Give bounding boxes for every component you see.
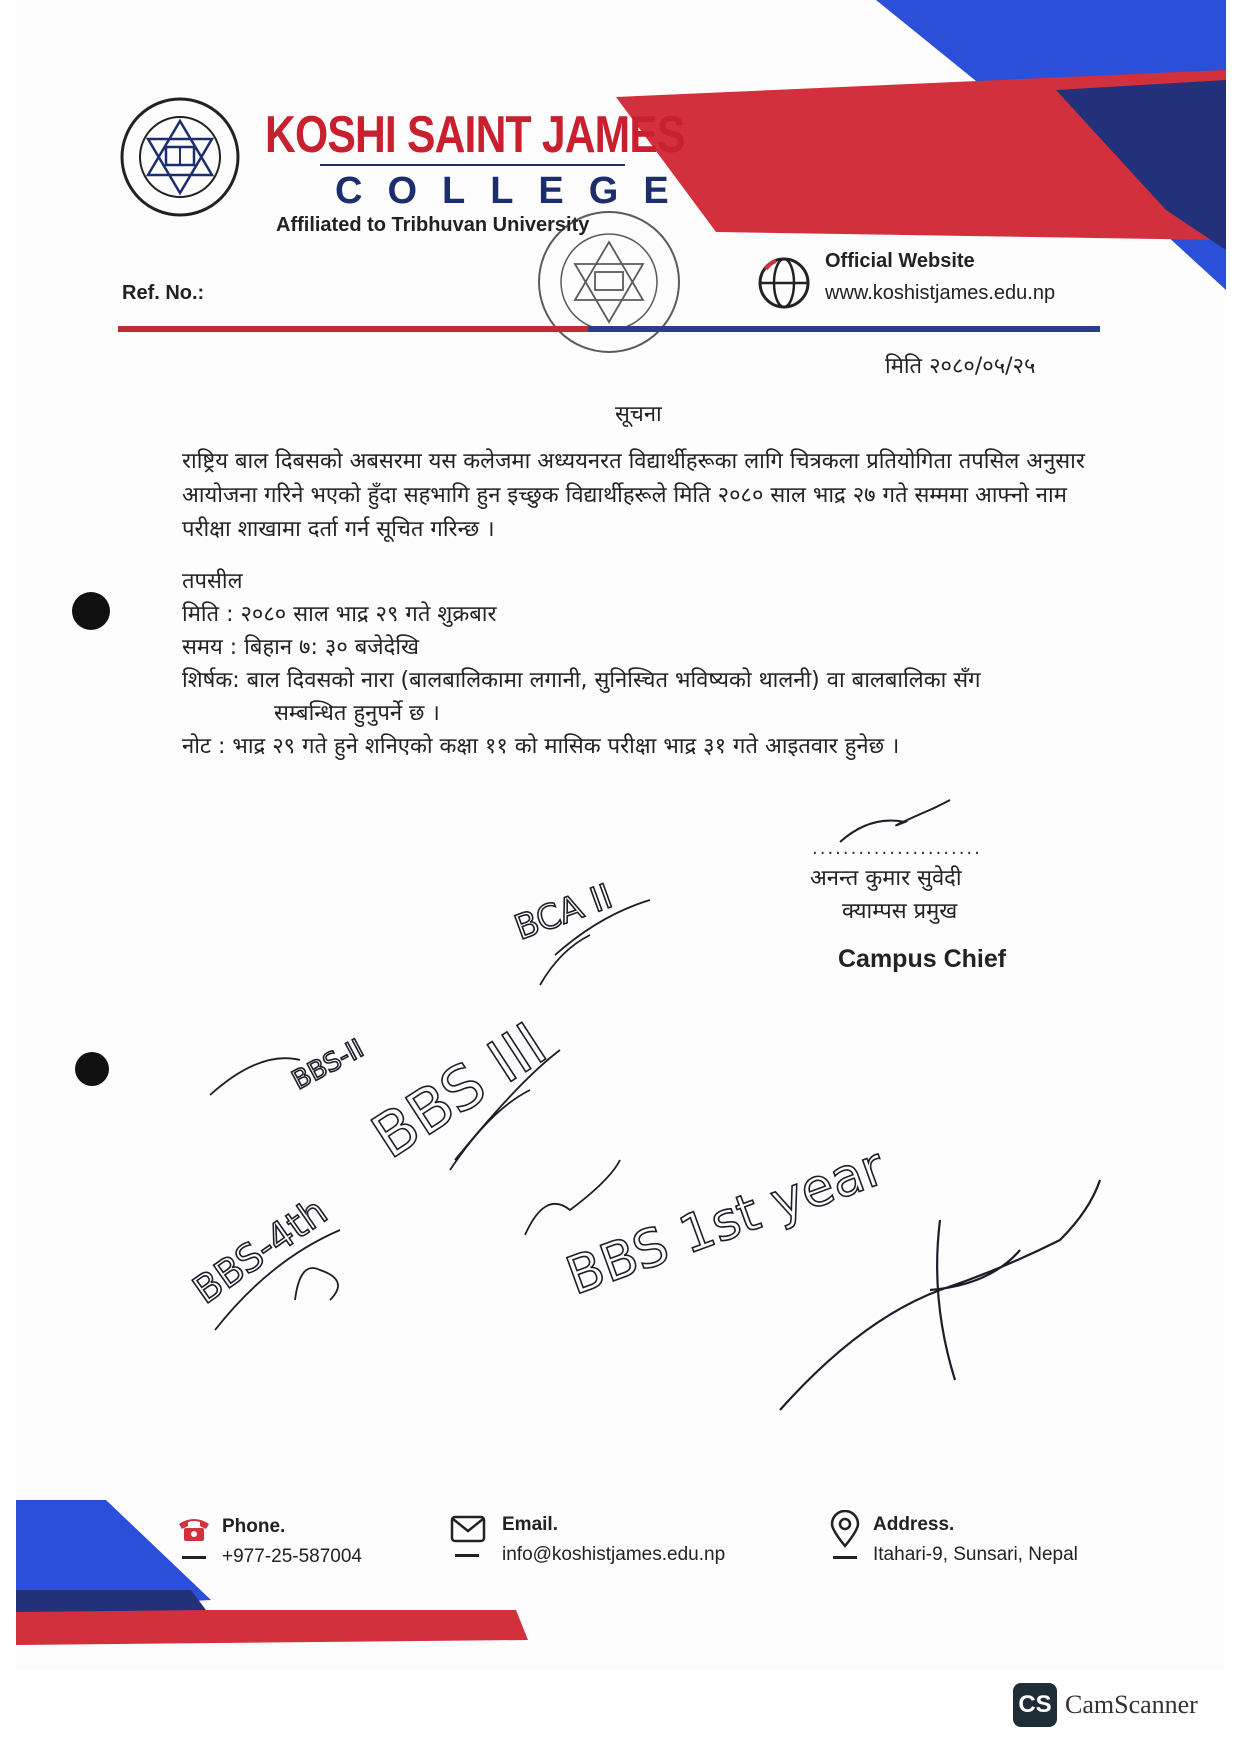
signatory-post: क्याम्पस प्रमुख (842, 899, 958, 924)
footer-address-dash (833, 1556, 857, 1559)
detail-date: मिति : २०८० साल भाद्र २९ गते शुक्रबार (182, 602, 497, 627)
detail-topic: शिर्षक: बाल दिवसको नारा (बालबालिकामा लगानी, सुनिस्चित भविष्यको थालनी) वा बालबालिका सँग (182, 668, 981, 693)
header-rule-red (118, 326, 588, 332)
handwritten-bbs-4: BBS-4th (184, 1188, 336, 1313)
footer-address-label: Address. (873, 1514, 955, 1535)
location-pin-icon (830, 1510, 860, 1548)
punch-hole-top (72, 592, 110, 630)
camscanner-watermark: CamScanner (1065, 1690, 1198, 1719)
email-icon (450, 1515, 486, 1543)
footer-email-label: Email. (502, 1514, 558, 1535)
globe-icon (756, 255, 812, 311)
college-name: KOSHI SAINT JAMES (265, 106, 685, 164)
title-divider (320, 164, 625, 166)
campus-chief-title: Campus Chief (838, 945, 1007, 973)
website-title: Official Website (825, 250, 975, 272)
camscanner-logo: CS (1013, 1683, 1057, 1727)
handwritten-bca: BCA II (509, 876, 618, 949)
affiliation-text: Affiliated to Tribhuvan University (276, 214, 590, 236)
footer-phone-value[interactable]: +977-25-587004 (222, 1546, 362, 1567)
bottom-left-navy-shape (16, 1590, 206, 1612)
footer-email-value[interactable]: info@koshistjames.edu.np (502, 1544, 726, 1565)
notice-date: मिति २०८०/०५/२५ (885, 354, 1036, 379)
detail-note: नोट : भाद्र २९ गते हुने शनिएको कक्षा ११ को मासिक परीक्षा भाद्र ३१ गते आइतवार हुनेछ । (182, 734, 900, 759)
signature-line: ...................... (812, 838, 982, 859)
bottom-left-red-shape (16, 1610, 528, 1645)
handwritten-bbs-2: BBS-II (287, 1033, 369, 1097)
college-seal-logo (118, 95, 242, 219)
notice-details (182, 565, 1112, 763)
handwritten-bbs-3: BBS III (360, 1009, 559, 1173)
notice-body: राष्ट्रिय बाल दिबसको अबसरमा यस कलेजमा अध्ययनरत विद्यार्थीहरूका लागि चित्रकला प्रतियोगिता तपसिल अनुसार आयोजना गरिने भएको हुँदा सहभागि हुन इच्छुक विद्यार्थीहरूले मिति २०८० साल भाद्र २७ गते सम्ममा आफ्नो नाम परीक्षा शाखामा दर्ता गर्न सूचित गरिन्छ । (182, 449, 1085, 542)
punch-hole-bottom (75, 1052, 109, 1086)
footer-email-dash (455, 1554, 479, 1557)
footer-phone-label: Phone. (222, 1516, 286, 1537)
notice-heading: सूचना (615, 402, 662, 427)
detail-time: समय : बिहान ७: ३० बजेदेखि (182, 635, 420, 660)
college-word: COLLEGE (335, 170, 694, 212)
handwritten-bbs-1: BBS 1st year (558, 1136, 893, 1308)
signatory-name: अनन्त कुमार सुवेदी (810, 866, 962, 891)
detail-topic-continued: सम्बन्धित हुनुपर्ने छ । (274, 701, 440, 726)
website-url[interactable]: www.koshistjames.edu.np (825, 282, 1056, 304)
phone-icon (176, 1514, 212, 1544)
footer-phone-dash (182, 1556, 206, 1559)
header-rule-blue (588, 326, 1100, 332)
reference-number-label: Ref. No.: (122, 282, 205, 304)
footer-address-value: Itahari-9, Sunsari, Nepal (873, 1544, 1078, 1565)
details-title: तपसील (182, 569, 243, 594)
college-stamp (525, 208, 693, 356)
